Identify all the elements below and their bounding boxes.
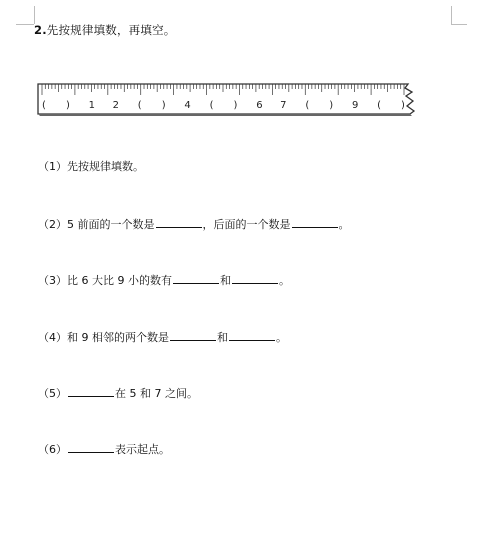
answer-blank[interactable] xyxy=(68,385,114,397)
sub-question-text: 在 5 和 7 之间。 xyxy=(115,387,198,400)
ruler-label: 9 xyxy=(351,100,359,111)
sub-question-text: ，后面的一个数是 xyxy=(202,218,291,231)
ruler-label: ( xyxy=(377,100,382,111)
ruler-label: 7 xyxy=(280,100,287,111)
answer-blank[interactable] xyxy=(170,329,216,341)
ruler-label: 2 xyxy=(112,100,119,111)
crop-mark xyxy=(451,6,452,24)
question-instruction: 先按规律填数，再填空。 xyxy=(46,23,176,37)
ruler-label: 1 xyxy=(88,100,96,111)
sub-question-number: （1） xyxy=(38,160,67,173)
ruler-shadow xyxy=(38,114,412,116)
ruler-label: ) xyxy=(65,100,70,111)
sub-question-text: 。 xyxy=(278,274,290,287)
answer-blank[interactable] xyxy=(229,329,275,341)
answer-blank[interactable] xyxy=(156,216,202,228)
sub-question-text: 和 xyxy=(217,331,228,344)
ruler-label: ) xyxy=(233,100,238,111)
ruler-label: ) xyxy=(401,100,405,111)
sub-question-text: 先按规律填数。 xyxy=(67,160,144,173)
crop-mark xyxy=(16,24,34,25)
ruler-label: ) xyxy=(329,100,334,111)
sub-question-text: 。 xyxy=(338,218,350,231)
question-number: 2. xyxy=(34,23,47,37)
ruler-label: 6 xyxy=(256,100,263,111)
question-title xyxy=(34,22,175,38)
sub-question-number: （2） xyxy=(38,218,67,231)
answer-blank[interactable] xyxy=(232,272,278,284)
ruler-label: ( xyxy=(209,100,214,111)
sub-question-number: （3） xyxy=(38,274,67,287)
sub-question-number: （5） xyxy=(38,387,67,400)
sub-question-text: 比 6 大比 9 小的数有 xyxy=(67,274,172,287)
ruler-label: ) xyxy=(161,100,166,111)
sub-question-1 xyxy=(38,160,144,174)
ruler-label: ( xyxy=(42,100,46,111)
sub-question-2 xyxy=(38,216,350,232)
ruler-label: ( xyxy=(137,100,142,111)
sub-question-text: 。 xyxy=(276,331,287,344)
answer-blank[interactable] xyxy=(292,216,338,228)
ruler-figure xyxy=(36,81,420,117)
answer-blank[interactable] xyxy=(68,441,114,453)
sub-question-3 xyxy=(38,272,290,288)
crop-mark xyxy=(451,24,467,25)
sub-question-4 xyxy=(38,329,287,345)
ruler-label: ( xyxy=(305,100,310,111)
sub-question-text: 和 xyxy=(219,274,231,287)
sub-question-text: 表示起点。 xyxy=(115,443,170,456)
sub-question-text: 5 前面的一个数是 xyxy=(67,218,155,231)
sub-question-text: 和 9 相邻的两个数是 xyxy=(67,331,169,344)
sub-question-6 xyxy=(38,441,170,457)
sub-question-number: （4） xyxy=(38,331,67,344)
sub-question-5 xyxy=(38,385,198,401)
answer-blank[interactable] xyxy=(173,272,219,284)
sub-question-number: （6） xyxy=(38,443,67,456)
ruler-label: 4 xyxy=(184,100,191,111)
